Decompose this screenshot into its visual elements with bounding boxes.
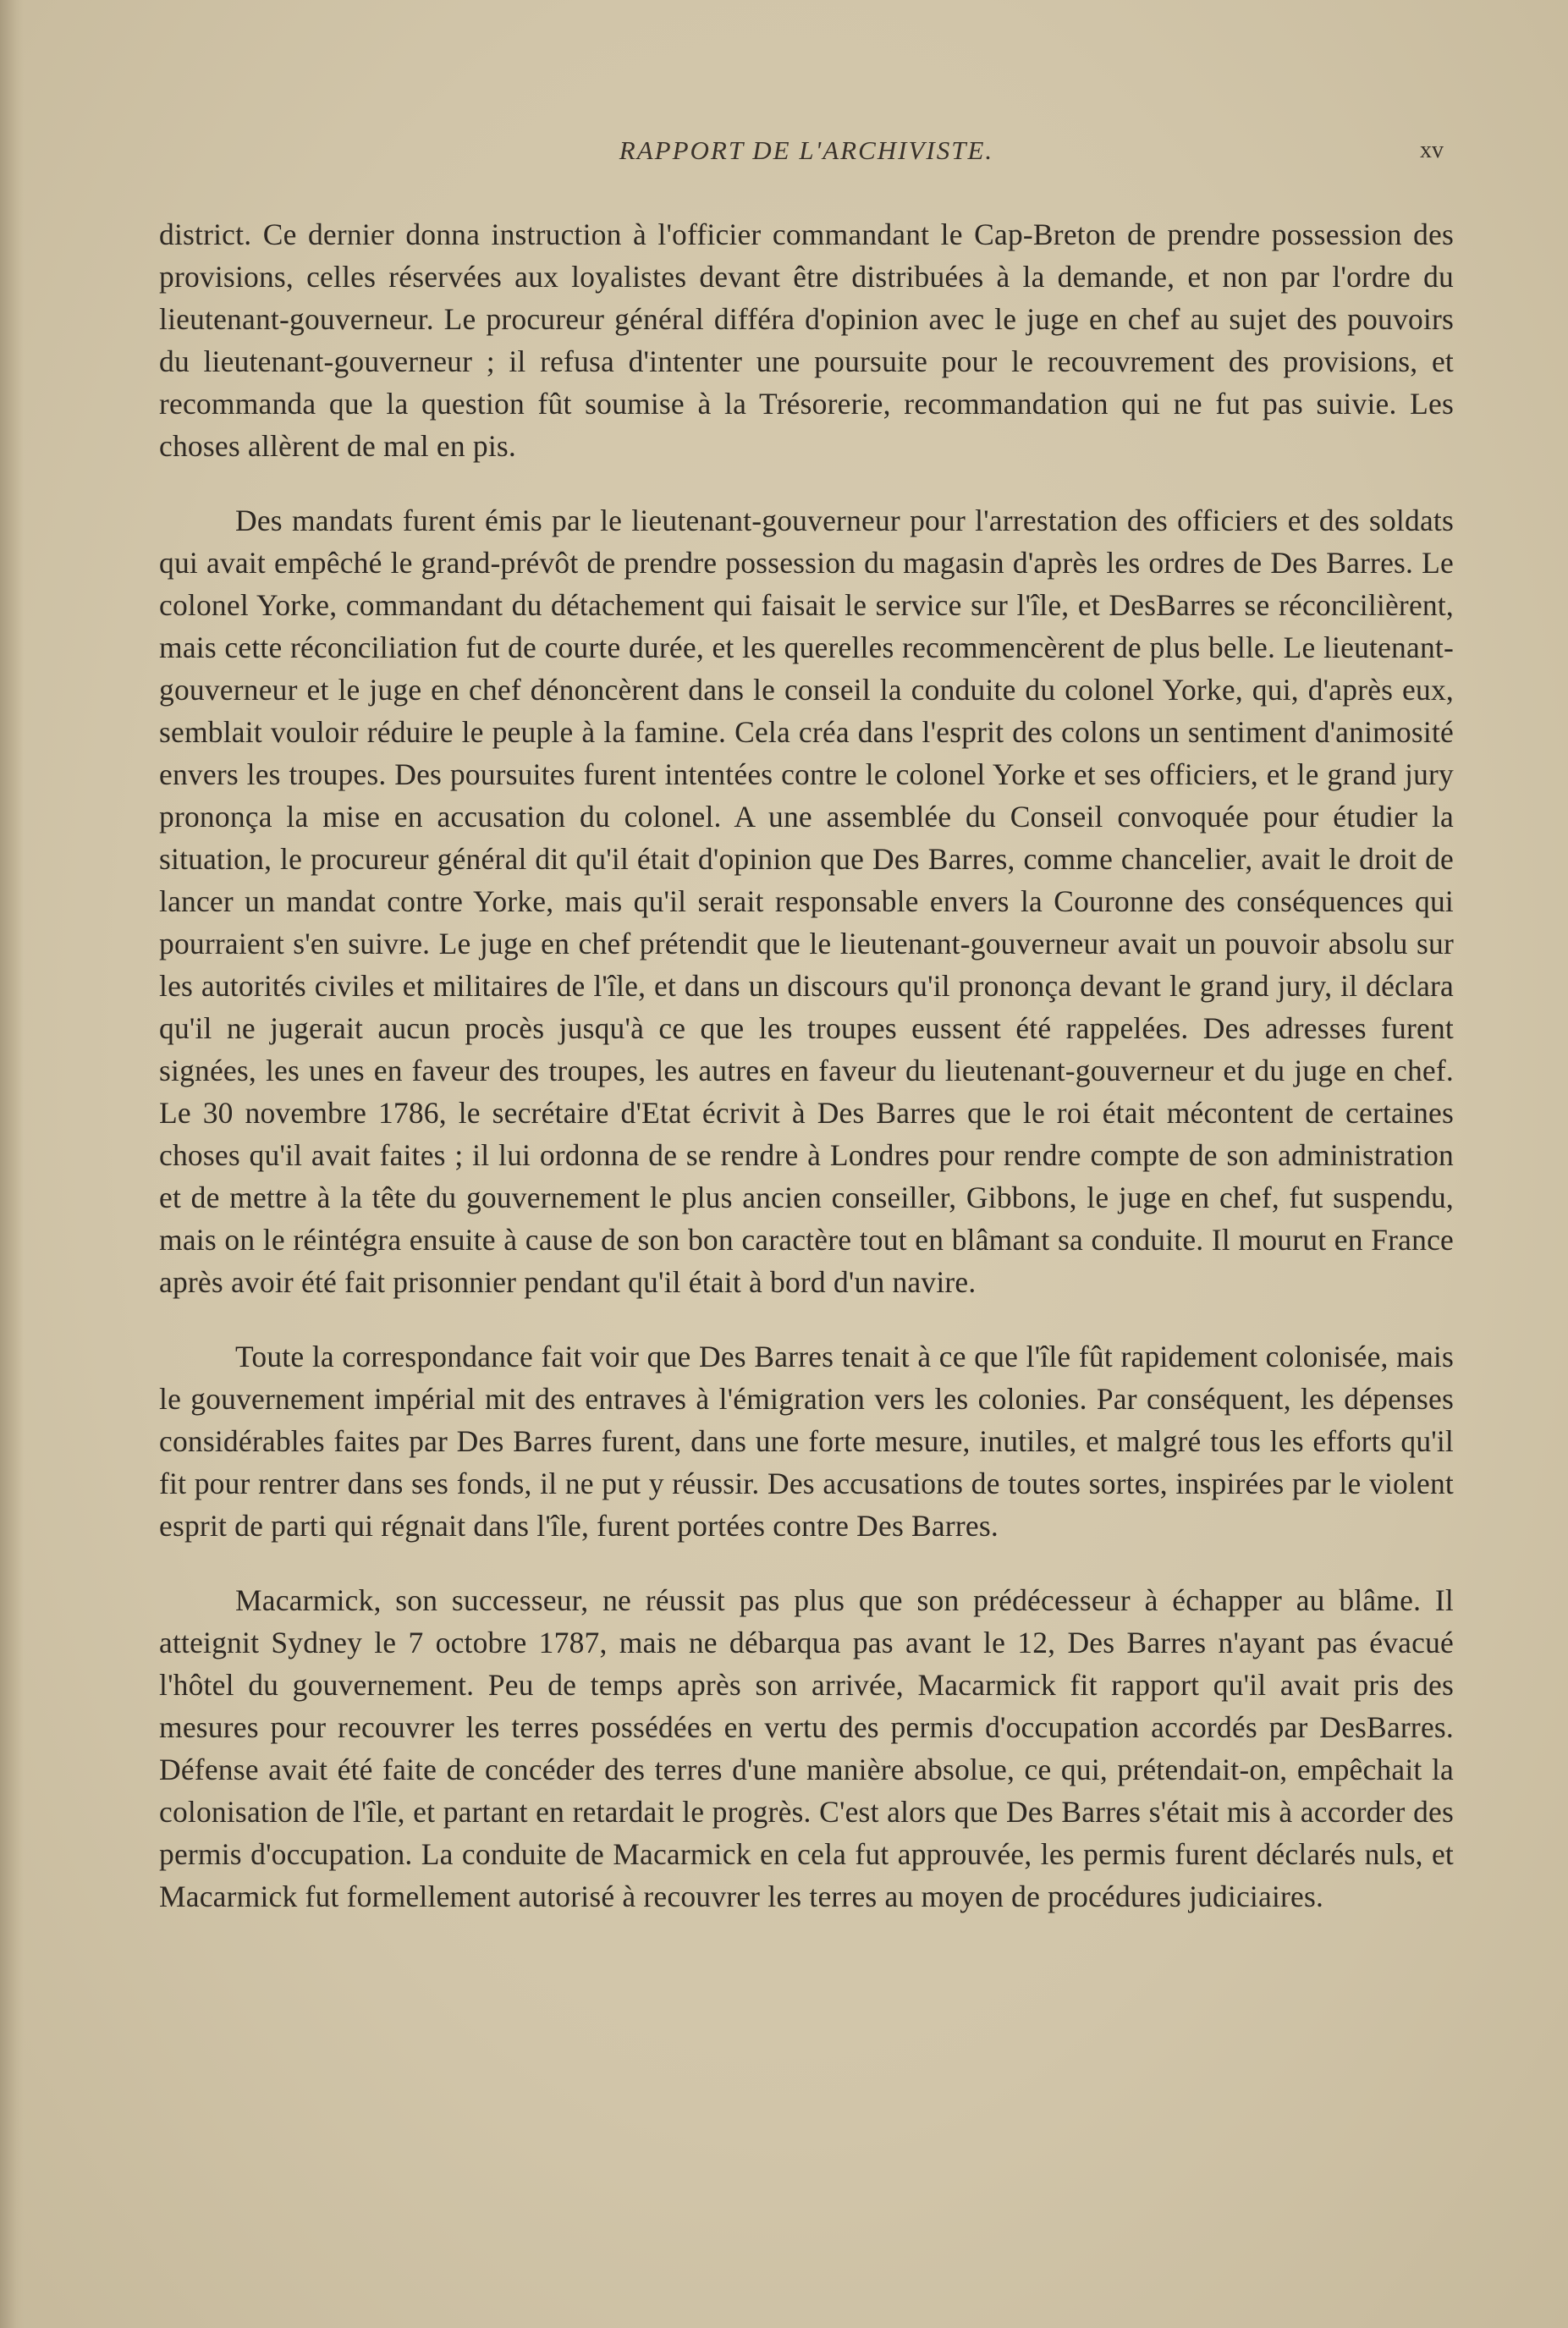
page-number: xv: [1420, 137, 1444, 163]
paragraph-continuation: district. Ce dernier donna instruction à l'officier commandant le Cap-Breton de prendre possession des provisions, celles réservées aux loyalistes devant être distribuées à la demande, et non par l'ordre du lieutenant-gouverneur. Le procureur général différa d'opinion avec le juge en chef au sujet des pouvoirs du lieutenant-gouverneur ; il refusa d'intenter une poursuite pour le recouvrement des provisions, et recommanda que la question fût soumise à la Trésorerie, recommandation qui ne fut pas suivie. Les choses allèrent de mal en pis.: [159, 217, 1454, 463]
body-text: [159, 213, 1454, 1918]
paragraph-des-mandats: Des mandats furent émis par le lieutenant-gouverneur pour l'arrestation des officiers et des soldats qui avait empêché le grand-prévôt de prendre possession du magasin d'après les ordres de Des Barres. Le colonel Yorke, commandant du détachement qui faisait le service sur l'île, et DesBarres se réconcilièrent, mais cette réconciliation fut de courte durée, et les querelles recommencèrent de plus belle. Le lieutenant-gouverneur et le juge en chef dénoncèrent dans le conseil la conduite du colonel Yorke, qui, d'après eux, semblait vouloir réduire le peuple à la famine. Cela créa dans l'esprit des colons un sentiment d'animosité envers les troupes. Des poursuites furent intentées contre le colonel Yorke et ses officiers, et le grand jury prononça la mise en accusation du colonel. A une assemblée du Conseil convoquée pour étudier la situation, le procureur général dit qu'il était d'opinion que Des Barres, comme chancelier, avait le droit de lancer un mandat contre Yorke, mais qu'il serait responsable envers la Couronne des conséquences qui pourraient s'en suivre. Le juge en chef prétendit que le lieutenant-gouverneur avait un pouvoir absolu sur les autorités civiles et militaires de l'île, et dans un discours qu'il prononça devant le grand jury, il déclara qu'il ne jugerait aucun procès jusqu'à ce que les troupes eussent été rappelées. Des adresses furent signées, les unes en faveur des troupes, les autres en faveur du lieutenant-gouverneur et du juge en chef. Le 30 novembre 1786, le secrétaire d'Etat écrivit à Des Barres que le roi était mécontent de certaines choses qu'il avait faites ; il lui ordonna de se rendre à Londres pour rendre compte de son administration et de mettre à la tête du gouvernement le plus ancien conseiller, Gibbons, le juge en chef, fut suspendu, mais on le réintégra ensuite à cause de son bon caractère tout en blâmant sa conduite. Il mourut en France après avoir été fait prisonnier pendant qu'il était à bord d'un navire.: [159, 504, 1454, 1299]
paragraph-correspondance: Toute la correspondance fait voir que Des Barres tenait à ce que l'île fût rapidement colonisée, mais le gouvernement impérial mit des entraves à l'émigration vers les colonies. Par conséquent, les dépenses considérables faites par Des Barres furent, dans une forte mesure, inutiles, et malgré tous les efforts qu'il fit pour rentrer dans ses fonds, il ne put y réussir. Des accusations de toutes sortes, inspirées par le violent esprit de parti qui régnait dans l'île, furent portées contre Des Barres.: [159, 1340, 1454, 1543]
running-title: RAPPORT DE L'ARCHIVISTE.: [619, 135, 994, 165]
page-edge-shadow: [0, 0, 24, 2328]
paragraph-macarmick: Macarmick, son successeur, ne réussit pas plus que son prédécesseur à échapper au blâme. Il atteignit Sydney le 7 octobre 1787, mais ne débarqua pas avant le 12, Des Barres n'ayant pas évacué l'hôtel du gouvernement. Peu de temps après son arrivée, Macarmick fit rapport qu'il avait pris des mesures pour recouvrer les terres possédées en vertu des permis d'occupation accordés par DesBarres. Défense avait été faite de concéder des terres d'une manière absolue, ce qui, prétendait-on, empêchait la colonisation de l'île, et partant en retardait le progrès. C'est alors que Des Barres s'était mis à accorder des permis d'occupation. La conduite de Macarmick en cela fut approuvée, les permis furent déclarés nuls, et Macarmick fut formellement autorisé à recouvrer les terres au moyen de procédures judiciaires.: [159, 1583, 1454, 1913]
page-header: [159, 135, 1454, 173]
